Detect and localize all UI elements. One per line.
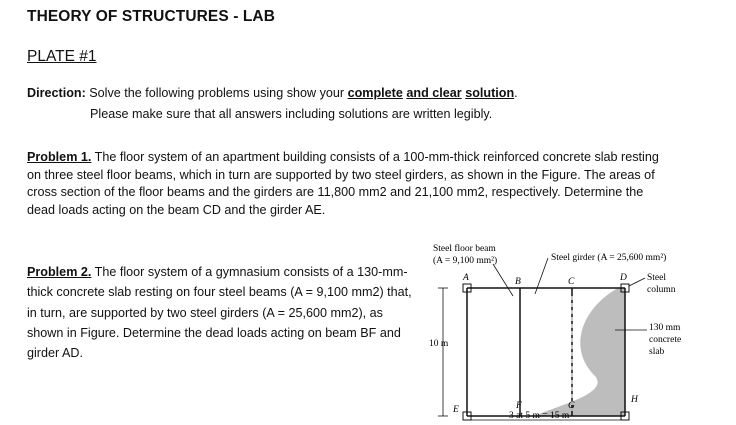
- label-girder: Steel girder (A = 25,600 mm²): [551, 253, 667, 263]
- label-slab-1: 130 mm: [649, 323, 681, 333]
- label-slab-2: concrete: [649, 335, 682, 345]
- direction-emph-clear: and clear: [406, 86, 462, 100]
- point-a: A: [463, 273, 469, 283]
- direction-period: .: [514, 86, 518, 100]
- direction-line-2: Please make sure that all answers including solutions are written legibly.: [90, 107, 493, 121]
- direction-label: Direction:: [27, 86, 86, 100]
- floor-system-figure: [425, 236, 725, 424]
- point-b: B: [515, 277, 521, 287]
- label-floor-beam-area: (A = 9,100 mm²): [433, 256, 498, 266]
- point-f: F: [516, 401, 522, 411]
- slab-shading: [535, 288, 625, 416]
- direction-line: [27, 86, 727, 100]
- plate-heading: PLATE #1: [27, 48, 97, 65]
- direction-emph-solution: solution: [465, 86, 515, 100]
- label-slab-3: slab: [649, 347, 665, 357]
- label-column-2: column: [647, 285, 676, 295]
- leader-floor-beam: [493, 264, 513, 296]
- label-dim-height: 10 m: [429, 339, 449, 349]
- problem-1-label: Problem 1.: [27, 150, 92, 164]
- problem-2-label: Problem 2.: [27, 265, 92, 279]
- direction-emph-complete: complete: [347, 86, 403, 100]
- label-column-1: Steel: [647, 273, 666, 283]
- problem-1-text: The floor system of an apartment building consists of a 100-mm-thick reinforced concrete slab resting on three steel floor beams, which in turn are supported by two steel girders, as shown in the Figure. The areas of cross section of the floor beams and the girders are 11,800 mm2 and 21,100 mm2, respectively. Determine the dead loads acting on the beam CD and the girder AE.: [27, 150, 659, 217]
- direction-text: Solve the following problems using show your: [89, 86, 345, 100]
- point-d: D: [620, 273, 627, 283]
- page-title: THEORY OF STRUCTURES - LAB: [27, 8, 276, 25]
- point-c: C: [568, 277, 575, 287]
- problem-2: [27, 262, 412, 363]
- problem-2-text: The floor system of a gymnasium consists of a 130-mm-thick concrete slab resting on four steel beams (A = 9,100 mm2) that, in turn, are supported by two steel girders (A = 25,600 mm2), as shown in Figure. Determine the dead loads acting on beam BF and girder AD.: [27, 265, 412, 361]
- point-h: H: [631, 395, 638, 405]
- leader-column: [629, 278, 645, 286]
- point-g: G: [568, 401, 575, 411]
- point-e: E: [453, 405, 459, 415]
- label-floor-beam: Steel floor beam: [433, 244, 496, 254]
- problem-1: [27, 149, 667, 219]
- label-dim-width: 3 at 5 m = 15 m: [509, 411, 570, 421]
